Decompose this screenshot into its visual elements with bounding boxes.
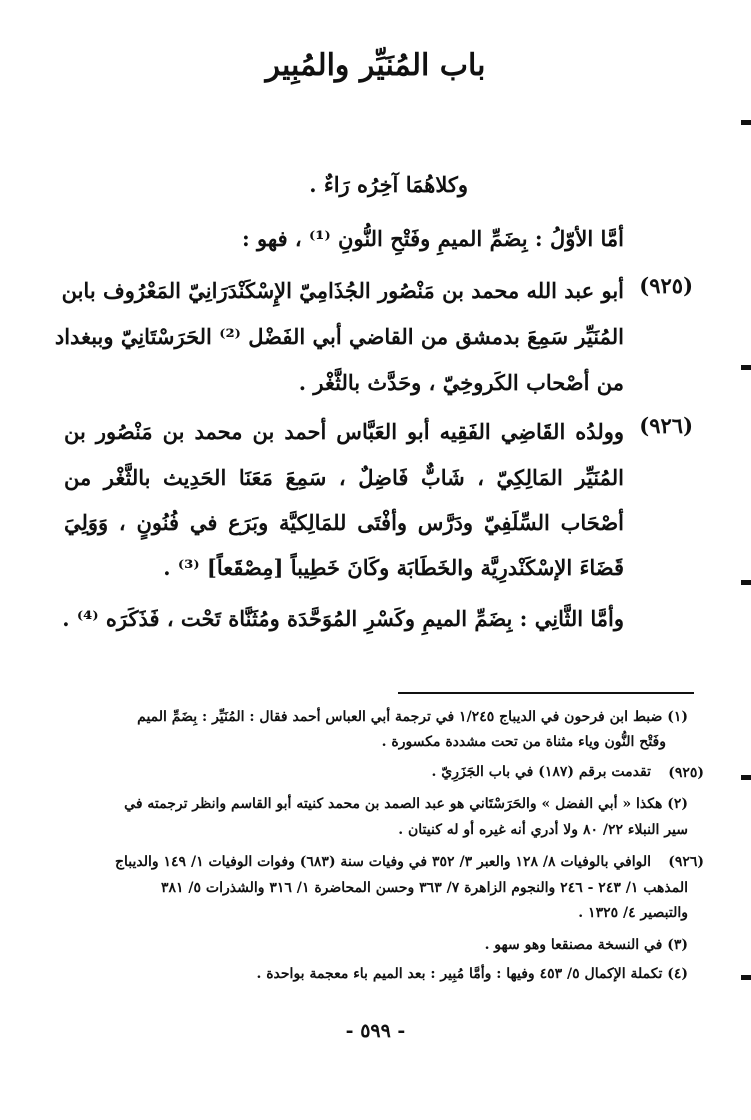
entry-925-line-2: المُنَيِّر سَمِعَ بدمشق من القاضي أبي الفَضْل ⁽²⁾ الحَرَسْتَانِيّ وببغداد <box>54 324 624 349</box>
first-heading: أمَّا الأوّلُ : بِضَمِّ الميمِ وفَتْحِ النُّونِ ⁽¹⁾ ، فهو : <box>241 226 624 251</box>
entry-926-line-2: المُنَيِّر المَالِكِيّ ، شَابٌّ فَاضِلٌ ، سَمِعَ مَعَنَا الحَدِيث بالثَّغْر من <box>64 465 624 490</box>
footnote-926-line-3: والتبصير ٤/ ١٣٢٥ . <box>578 905 688 921</box>
entry-926-line-1: وولدُه القَاضِي الفَقِيه أبو العَبَّاس أحمد بن محمد بن مَنْصُور بن <box>64 419 624 444</box>
scan-mark <box>741 975 751 980</box>
entry-926-line-4: قَضَاءَ الإسْكَنْدرِيَّة والخَطَابَة وكَانَ خَطِيباً [مِصْقَعاً] ⁽³⁾ . <box>163 555 624 580</box>
entry-925-line-1: أبو عبد الله محمد بن مَنْصُور الجُذَامِيّ الإِسْكَنْدَرَانِيّ المَعْرُوف بابن <box>61 278 624 303</box>
footnote-926-line-2: المذهب ١/ ٢٤٣ - ٢٤٦ والنجوم الزاهرة ٧/ ٣٦٣ وحسن المحاضرة ١/ ٣١٦ والشذرات ٥/ ٣٨١ <box>160 880 688 896</box>
footnote-3: (٣) في النسخة مصنقعا وهو سهو . <box>484 937 688 953</box>
footnote-1-line-2: وفَتْح النُّون وياء مثناة من تحت مشددة مكسورة . <box>381 734 666 750</box>
entry-number-926: (٩٢٦) <box>639 413 693 438</box>
scan-mark <box>741 775 751 780</box>
footnote-4: (٤) تكملة الإكمال ٥/ ٤٥٣ وفيها : وأمَّا مُبِير : بعد الميم باء معجمة بواحدة . <box>256 966 688 982</box>
footnote-2-line-1: (٢) هكذا « أبي الفضل » والحَرَسْتَاني هو عبد الصمد بن محمد كنيته أبو القاسم وانظر ترجمته في <box>124 796 688 812</box>
intro-line: وكلاهُمَا آخِرُه رَاءٌ . <box>309 172 468 197</box>
footnote-926-line-1: الوافي بالوفيات ٨/ ١٢٨ والعبر ٣/ ٣٥٢ في وفيات سنة (٦٨٣) وفوات الوفيات ١/ ١٤٩ والديباج <box>114 854 651 870</box>
footnote-mark-926: (٩٢٦) <box>668 854 704 870</box>
footnote-mark-925: (٩٢٥) <box>668 765 704 781</box>
footnote-separator <box>398 692 694 694</box>
scan-mark <box>741 120 751 125</box>
scan-mark <box>741 580 751 585</box>
entry-number-925: (٩٢٥) <box>639 273 693 298</box>
scan-mark <box>741 365 751 370</box>
footnote-925-line-1: تقدمت برقم (١٨٧) في باب الجَزَرِيّ . <box>431 764 651 780</box>
page-number: - ٥٩٩ - <box>345 1020 406 1042</box>
entry-926-line-3: أصْحَاب السِّلَفِيّ ودَرَّس وأفْتَى للمَالِكيَّة وبَرَع في فُنُونٍ ، وَوَلِيَ <box>64 510 624 535</box>
second-heading: وأمَّا الثَّانِي : بِضَمِّ الميمِ وكَسْرِ المُوَحَّدَة ومُثَنَّاة تَحْت ، فَذَكَرَه ⁽⁴⁾ . <box>62 606 624 631</box>
chapter-title: باب المُنَيِّر والمُبِير <box>265 48 486 83</box>
footnote-1-line-1: (١) ضبط ابن فرحون في الديباج ١/٢٤٥ في ترجمة أبي العباس أحمد فقال : المُنَيِّر : بِضَمِّ الميم <box>137 709 688 725</box>
footnote-2-line-2: سير النبلاء ٢٢/ ٨٠ ولا أدري أنه غيره أو له كنيتان . <box>398 822 688 838</box>
entry-925-line-3: من أصْحاب الكَروخِيّ ، وحَدَّث بالثَّغْر . <box>298 370 624 395</box>
